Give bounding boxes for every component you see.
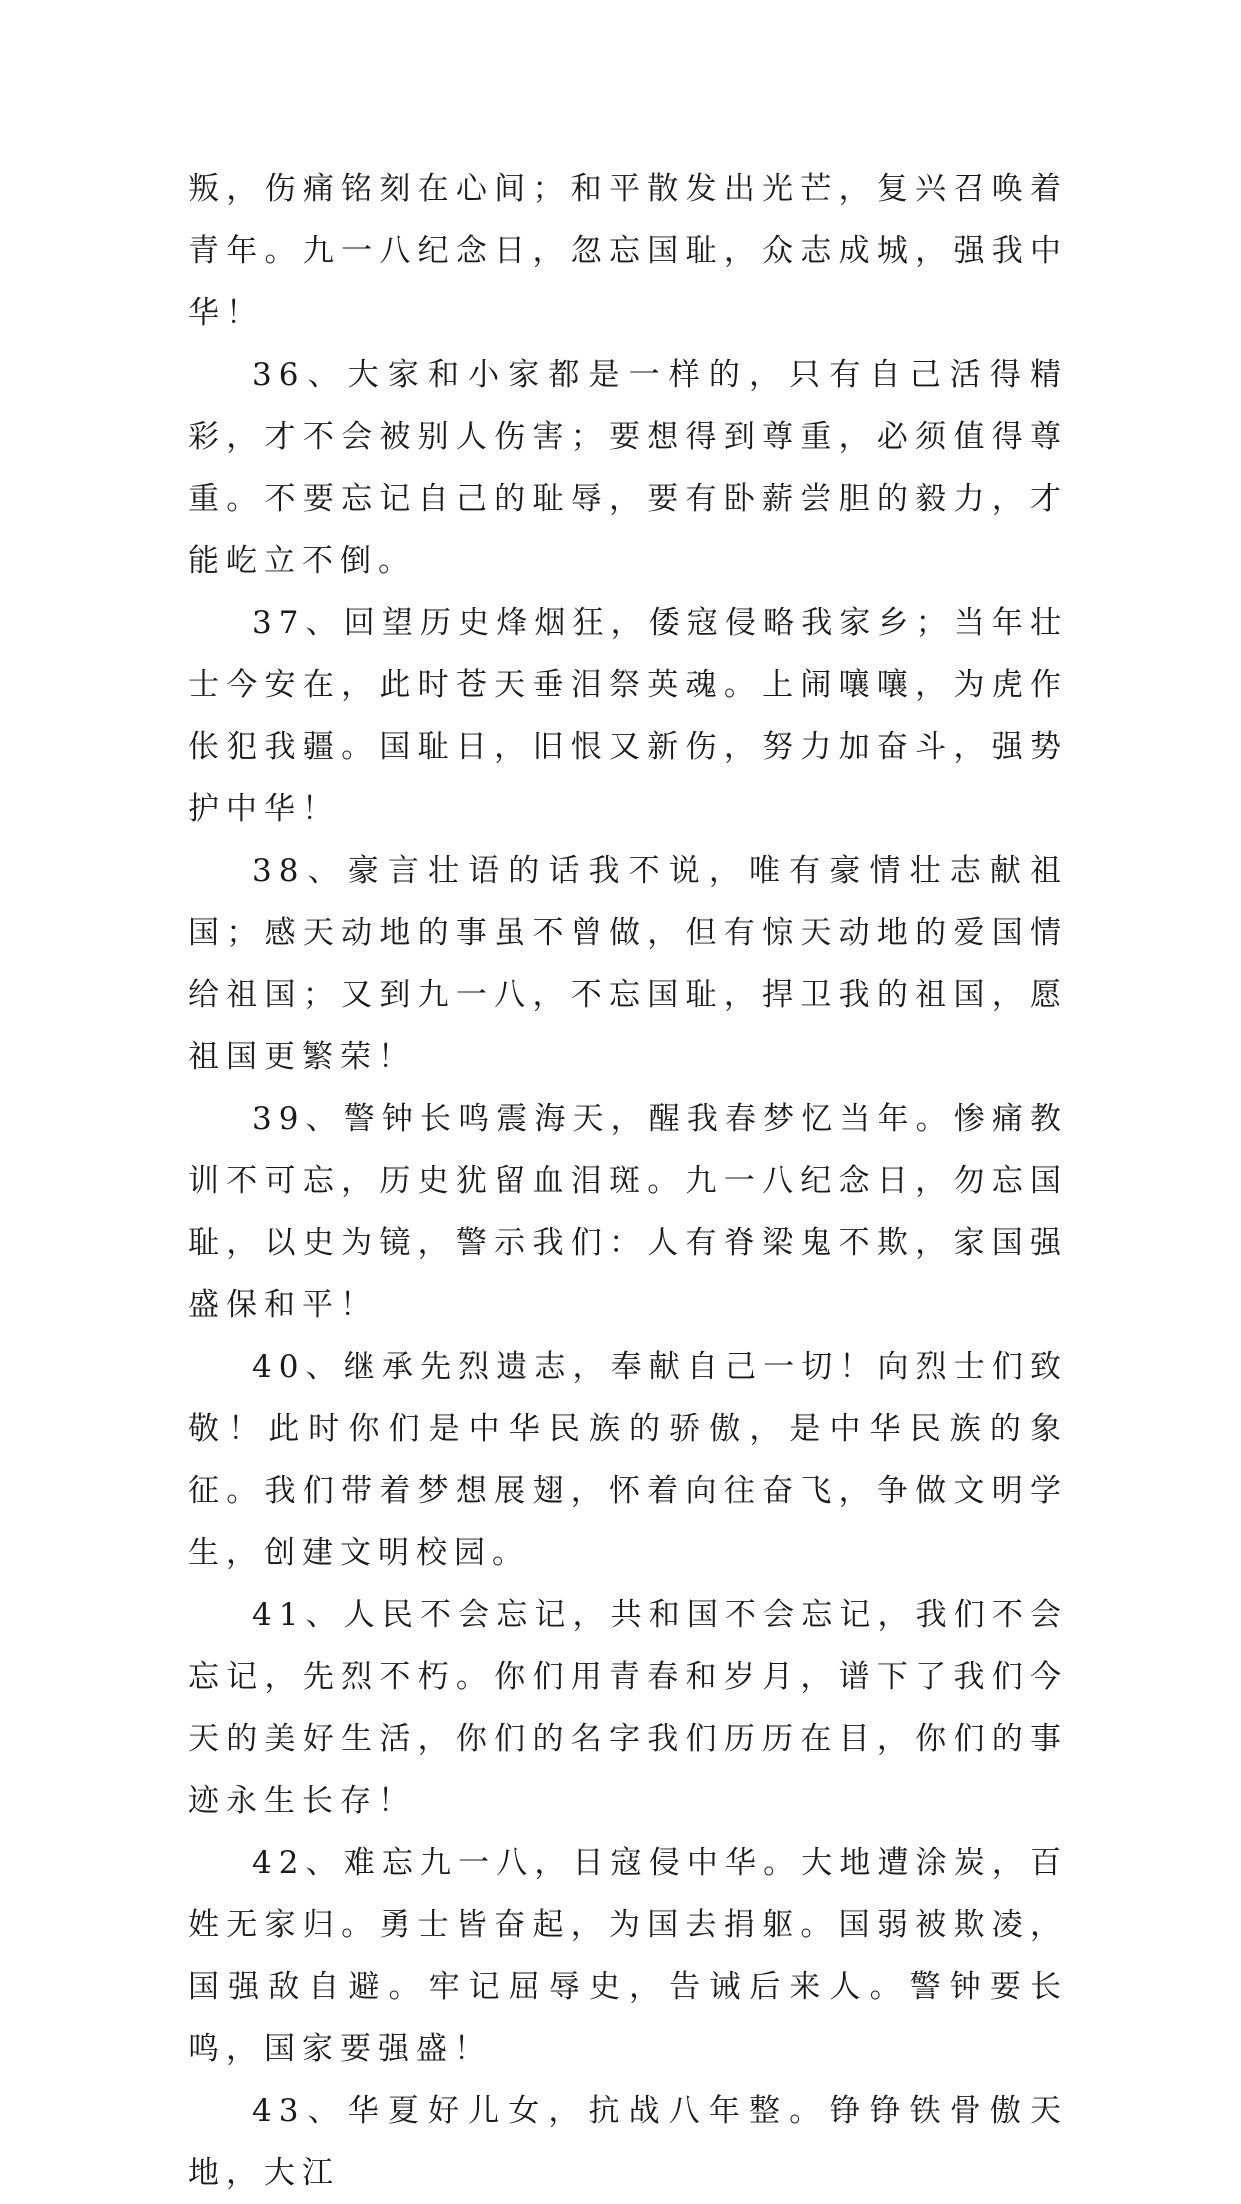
paragraph-40: 40、继承先烈遗志，奉献自己一切！向烈士们致敬！此时你们是中华民族的骄傲，是中华民族的象征。我们带着梦想展翅，怀着向往奋飞，争做文明学生，创建文明校园。 (188, 1349, 1068, 1571)
paragraph-continuation: 叛，伤痛铭刻在心间；和平散发出光芒，复兴召唤着青年。九一八纪念日，忽忘国耻，众志成城，强我中华！ (188, 171, 1068, 331)
paragraph-36: 36、大家和小家都是一样的，只有自己活得精彩，才不会被别人伤害；要想得到尊重，必须值得尊重。不要忘记自己的耻辱，要有卧薪尝胆的毅力，才能屹立不倒。 (188, 357, 1068, 579)
paragraph-38: 38、豪言壮语的话我不说，唯有豪情壮志献祖国；感天动地的事虽不曾做，但有惊天动地的爱国情给祖国；又到九一八，不忘国耻，捍卫我的祖国，愿祖国更繁荣！ (188, 853, 1068, 1075)
paragraph-39: 39、警钟长鸣震海天，醒我春梦忆当年。惨痛教训不可忘，历史犹留血泪斑。九一八纪念日，勿忘国耻，以史为镜，警示我们：人有脊梁鬼不欺，家国强盛保和平！ (188, 1101, 1068, 1323)
paragraph-43: 43、华夏好儿女，抗战八年整。铮铮铁骨傲天地，大江 (188, 2093, 1068, 2191)
paragraph-42: 42、难忘九一八，日寇侵中华。大地遭涂炭，百姓无家归。勇士皆奋起，为国去捐躯。国弱被欺凌，国强敌自避。牢记屈辱史，告诫后来人。警钟要长鸣，国家要强盛！ (188, 1845, 1068, 2067)
document-body (188, 158, 1068, 2204)
paragraph-37: 37、回望历史烽烟狂，倭寇侵略我家乡；当年壮士今安在，此时苍天垂泪祭英魂。上闹嚷嚷，为虎作伥犯我疆。国耻日，旧恨又新伤，努力加奋斗，强势护中华！ (188, 605, 1068, 827)
paragraph-41: 41、人民不会忘记，共和国不会忘记，我们不会忘记，先烈不朽。你们用青春和岁月，谱下了我们今天的美好生活，你们的名字我们历历在目，你们的事迹永生长存！ (188, 1597, 1068, 1819)
